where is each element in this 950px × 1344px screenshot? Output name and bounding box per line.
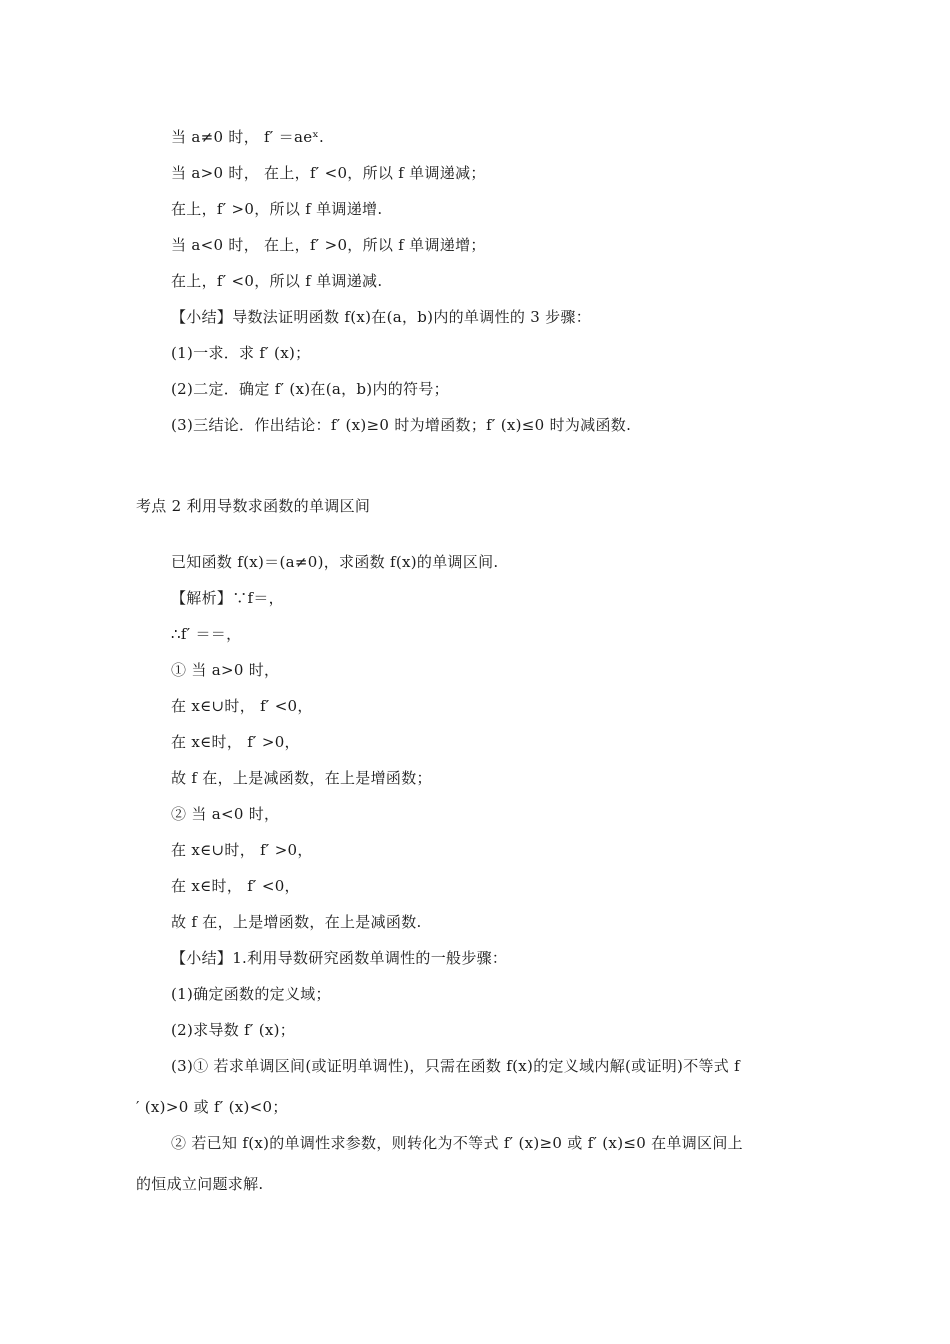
text-line: 在 x∈∪时， f′ <0，: [171, 697, 313, 715]
text-line: 当 a>0 时， 在上，f′ <0，所以 f 单调递减；: [171, 164, 486, 182]
summary-step: (1)确定函数的定义域；: [171, 985, 331, 1003]
text-line: 当 a≠0 时， f′ ＝aeˣ.: [171, 128, 325, 146]
summary-step: (3)三结论．作出结论：f′ (x)≥0 时为增函数；f′ (x)≤0 时为减函数.: [171, 416, 632, 434]
text-line: 【解析】∵f＝，: [171, 589, 284, 607]
text-line: 在 x∈时， f′ <0，: [171, 877, 300, 895]
summary-step: ② 若已知 f(x)的单调性求参数，则转化为不等式 f′ (x)≥0 或 f′ (x)≤0 在单调区间上: [171, 1134, 743, 1152]
summary-step-continued: 的恒成立问题求解.: [136, 1175, 264, 1193]
text-line: 在 x∈时， f′ >0，: [171, 733, 300, 751]
summary-step: (1)一求．求 f′ (x)；: [171, 344, 311, 362]
text-line: 当 a<0 时， 在上，f′ >0，所以 f 单调递增；: [171, 236, 486, 254]
summary-step: (2)求导数 f′ (x)；: [171, 1021, 296, 1039]
text-line: 故 f 在，上是减函数，在上是增函数；: [171, 769, 432, 787]
text-line: ② 当 a<0 时，: [171, 805, 280, 823]
summary-step: (2)二定．确定 f′ (x)在(a，b)内的符号；: [171, 380, 449, 398]
text-line: ∴f′ ＝＝，: [171, 625, 242, 643]
summary-step-continued: ′ (x)>0 或 f′ (x)<0；: [136, 1098, 288, 1116]
text-line: ① 当 a>0 时，: [171, 661, 280, 679]
text-line: 在上，f′ >0，所以 f 单调递增.: [171, 200, 383, 218]
text-line: 在 x∈∪时， f′ >0，: [171, 841, 313, 859]
summary-step: (3)① 若求单调区间(或证明单调性)，只需在函数 f(x)的定义域内解(或证明)不等式 f: [171, 1057, 741, 1075]
section-title: 考点 2 利用导数求函数的单调区间: [136, 497, 371, 515]
text-line: 在上，f′ <0，所以 f 单调递减.: [171, 272, 383, 290]
summary-heading: 【小结】1.利用导数研究函数单调性的一般步骤：: [171, 949, 508, 967]
problem-statement: 已知函数 f(x)＝(a≠0)，求函数 f(x)的单调区间.: [171, 553, 499, 571]
summary-heading: 【小结】导数法证明函数 f(x)在(a，b)内的单调性的 3 步骤：: [171, 308, 592, 326]
text-line: 故 f 在，上是增函数，在上是减函数.: [171, 913, 422, 931]
